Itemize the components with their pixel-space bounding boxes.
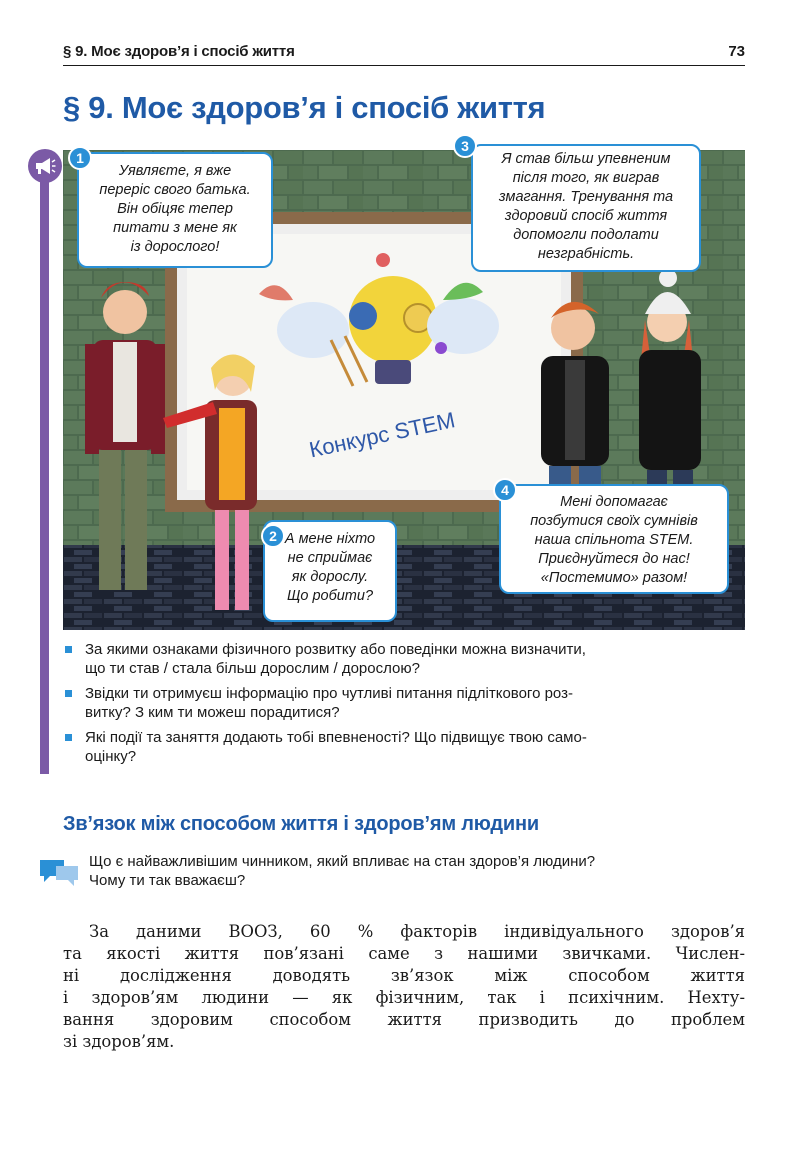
bubble-3-line: здоровий спосіб життя [504,208,668,224]
bubble-2-line: Що робити? [286,588,374,604]
question-line: витку? З ким ти можеш порадитися? [85,704,340,721]
poster-text: Конкурс STEM [306,407,458,463]
bubble-4-line: наша спільнота STEM. [534,532,694,548]
paragraph-line: ні дослідження доводять зв’язок між способом життя [63,966,745,985]
bubble-4-line: «Постемимо» разом! [540,570,688,586]
list-item [63,684,745,722]
list-item [63,640,745,678]
questions-list [63,640,745,772]
side-bar [40,168,49,774]
discussion-line: Що є найважливішим чинником, який впливає на стан здоров’я людини? [89,853,596,870]
question-line: оцінку? [85,748,137,765]
bubble-4-number: 4 [493,478,517,502]
speech-bubble-3 [471,144,701,272]
discussion-line: Чому ти так вважаєш? [89,872,246,889]
question-line: За якими ознаками фізичного розвитку або поведінки можна визначити, [85,641,586,658]
bubble-2-line: не сприймає [287,550,373,566]
bubble-2-number: 2 [261,524,285,548]
page-number: 73 [728,43,745,60]
bubble-1-line: Він обіцяє тепер [117,201,233,217]
chapter-title: § 9. Моє здоров’я і спосіб життя [63,90,546,125]
speech-bubble-4 [499,484,729,594]
bubble-1-line: із дорослого! [130,239,220,255]
list-item [63,728,745,766]
bubble-2-line: А мене ніхто [284,531,376,547]
bubble-1-line: Уявляєте, я вже [118,163,232,179]
question-line: Звідки ти отримуєш інформацію про чутливі питання підліткового роз- [85,685,573,702]
paragraph-line: та якості життя пов’язані саме з нашими звичками. Числен- [63,944,745,963]
bubble-3-number: 3 [453,134,477,158]
bubble-3-line: Я став більш упевненим [501,151,671,167]
bubble-4-line: Мені допомагає [560,494,668,510]
paragraph-line: За даними ВООЗ, 60 % факторів індивідуального здоров’я [89,922,745,941]
bubble-2-line: як дорослу. [291,569,369,585]
question-line: Які події та заняття додають тобі впевненості? Що підвищує твою само- [85,729,587,746]
paragraph-line: і здоров’ям людини — як фізичним, так і психічним. Нехту- [63,988,745,1007]
bubble-4-line: Приєднуйтеся до нас! [538,551,690,567]
paragraph-line: зі здоров’ям. [63,1032,175,1051]
bubble-4-line: позбутися своїх сумнівів [530,513,698,529]
speech-bubble-1 [77,152,273,268]
megaphone-icon [28,149,62,183]
bubble-1-line: питати з мене як [113,220,237,236]
bubble-1-line: переріс свого батька. [99,182,251,198]
bubble-1-number: 1 [68,146,92,170]
bubble-3-line: допомогли подолати [513,227,659,243]
discussion-question [89,852,595,890]
section-title: Зв’язок між способом життя і здоров’ям людини [63,813,539,835]
bubble-3-line: незграбність. [537,246,635,262]
illustration-scene [63,138,745,630]
speech-bubbles-icon [38,856,82,893]
bubble-3-line: після того, як виграв [512,170,660,186]
question-line: що ти став / стала більш дорослим / дорослою? [85,660,420,677]
running-head-title: § 9. Моє здоров’я і спосіб життя [63,43,295,60]
paragraph-line: вання здоровим способом життя призводить до проблем [63,1010,745,1029]
body-paragraph [63,921,745,1053]
bubble-3-line: змагання. Тренування та [498,189,674,205]
running-head [63,40,745,66]
